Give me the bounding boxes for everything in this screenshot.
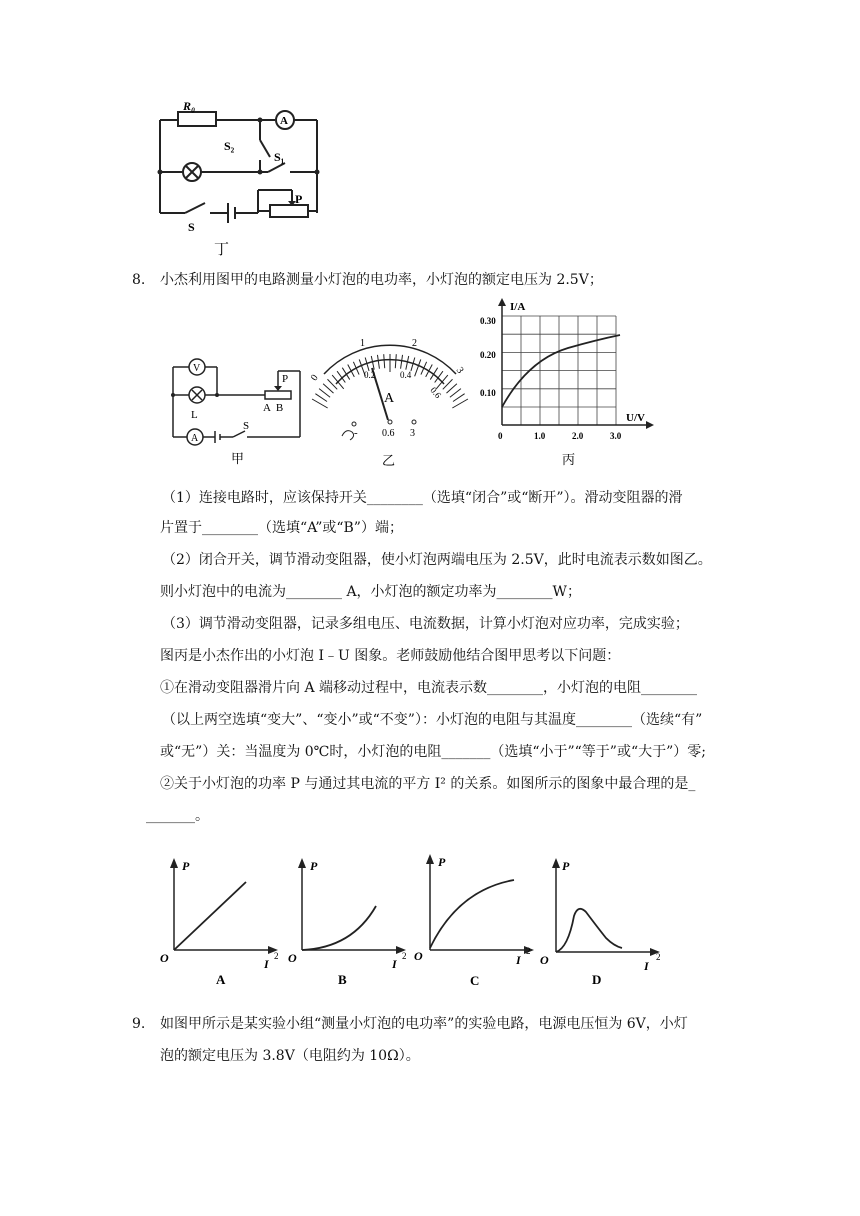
dial-tick <box>327 379 337 389</box>
dial-bottom-06: 0.6 <box>428 385 444 401</box>
dial-top-2: 2 <box>412 338 417 349</box>
graph-label: D <box>592 972 602 987</box>
ammeter-dial-yi <box>310 332 470 470</box>
label-ammeter-a: A <box>191 433 199 444</box>
dial-tick <box>323 384 333 393</box>
axis-i: I <box>516 953 521 967</box>
sub1-line-a: ①在滑动变阻器滑片向 A 端移动过程中，电流表示数________，小灯泡的电阻________ <box>160 680 698 696</box>
dial-tick <box>426 365 433 377</box>
dial-tick <box>453 394 465 402</box>
axis-i: I <box>644 959 649 973</box>
dial-tick <box>415 359 421 376</box>
figure-caption-ding: 丁 <box>214 242 230 258</box>
figure-caption-jia: 甲 <box>231 451 245 466</box>
graph-label: B <box>338 972 347 987</box>
axis-p: P <box>562 859 570 873</box>
label-r0: R₀ <box>183 99 196 113</box>
dial-top-0: 0 <box>308 372 321 384</box>
axis-i-top: P <box>438 855 446 869</box>
sub1-line-c: 或“无”）关：当温度为 0℃时，小灯泡的电阻_______（选填“小于”“等于”或“大于”）零; <box>160 744 706 760</box>
dial-tick <box>371 356 374 370</box>
label-s1: S₁ <box>274 150 285 164</box>
question-stem: 小杰利用图甲的电路测量小灯泡的电功率，小灯泡的额定电压为 2.5V； <box>160 272 603 288</box>
label-s2: S₂ <box>224 139 235 153</box>
pi2-graph-c <box>414 846 538 992</box>
question-line-1: 如图甲所示是某实验小组“测量小灯泡的电功率”的实验电路，电源电压恒为 6V，小灯 <box>160 1016 688 1032</box>
terminal-minus: - <box>354 427 358 439</box>
dial-top-3: 3 <box>453 365 466 376</box>
axis-sup: 2 <box>656 952 661 962</box>
xtick-3: 3.0 <box>610 431 622 441</box>
ytick-020: 0.20 <box>480 350 496 360</box>
ytick-010: 0.10 <box>480 388 496 398</box>
axis-p: P <box>310 859 318 873</box>
question-number: 9. <box>132 1016 146 1032</box>
dial-bottom-04: 0.4 <box>400 370 412 380</box>
circuit-diagram-jia <box>165 355 310 470</box>
dial-tick <box>395 354 396 368</box>
part1-line-a: （1）连接电路时，应该保持开关________（选填“闭合”或“断开”）。滑动变阻器的滑 <box>162 490 683 506</box>
figure-caption-bing: 丙 <box>562 452 576 467</box>
label-voltmeter-v: V <box>193 363 201 374</box>
dial-unit-a: A <box>384 391 395 406</box>
xtick-0: 0 <box>498 431 503 441</box>
sub2-line-a: ②关于小灯泡的功率 P 与通过其电流的平方 I² 的关系。如图所示的图象中最合理的是_ <box>160 776 696 792</box>
axis-p: P <box>182 859 190 873</box>
label-ab: A B <box>263 402 284 414</box>
origin-o: O <box>288 951 297 965</box>
dial-tick <box>430 368 437 380</box>
iu-graph-bing <box>478 300 658 470</box>
axis-sup: 2 <box>274 951 279 961</box>
dial-tick <box>315 394 327 402</box>
dial-tick <box>401 355 403 369</box>
label-lamp-l: L <box>191 409 198 421</box>
pi2-graph-d <box>540 856 666 992</box>
xtick-1: 1.0 <box>534 431 546 441</box>
question-number: 8. <box>132 272 146 288</box>
label-p: P <box>282 373 289 385</box>
xtick-2: 2.0 <box>572 431 584 441</box>
terminal-06: 0.6 <box>382 428 395 439</box>
pi2-graph-a <box>160 856 280 992</box>
dial-tick <box>421 362 427 375</box>
sub2-line-b: _______。 <box>146 808 209 824</box>
question-line-2: 泡的额定电压为 3.8V（电阻约为 10Ω）。 <box>160 1048 420 1064</box>
dial-tick <box>443 379 453 389</box>
ytick-030: 0.30 <box>480 316 496 326</box>
part1-line-b: 片置于________（选填“A”或“B”）端； <box>160 520 403 536</box>
pi2-graph-b <box>288 856 408 992</box>
axis-sup: 2 <box>526 946 531 956</box>
part2-line-b: 则小灯泡中的电流为________ A，小灯泡的额定功率为________W； <box>160 584 581 600</box>
dial-top-1: 1 <box>360 338 365 349</box>
label-s: S <box>188 220 195 234</box>
dial-tick <box>348 365 355 377</box>
graph-label: A <box>216 972 226 987</box>
label-ammeter-a: A <box>280 115 288 127</box>
dial-tick <box>342 368 349 380</box>
figure-caption-yi: 乙 <box>382 453 396 468</box>
part3-line-b: 图丙是小杰作出的小灯泡 I﹣U 图象。老师鼓励他结合图甲思考以下问题： <box>160 648 621 664</box>
label-p: P <box>295 192 303 206</box>
origin-o: O <box>160 951 169 965</box>
origin-o: O <box>540 953 549 967</box>
axis-i: I <box>264 957 269 971</box>
dial-tick <box>384 354 385 368</box>
axis-label-y: I/A <box>510 301 526 313</box>
sub1-line-b: （以上两空选填“变大”、“变小”或“不变”）：小灯泡的电阻与其温度________（选续“有” <box>162 712 703 728</box>
origin-o: O <box>414 949 423 963</box>
dial-tick <box>353 362 359 375</box>
dial-tick <box>406 356 409 370</box>
graph-label: C <box>470 973 480 988</box>
axis-i: I <box>392 957 397 971</box>
circuit-diagram-ding <box>150 99 330 260</box>
axis-label-x: U/V <box>626 412 645 424</box>
part2-line-a: （2）闭合开关，调节滑动变阻器，使小灯泡两端电压为 2.5V，此时电流表示数如图乙。 <box>162 552 712 568</box>
label-switch-s: S <box>243 420 250 432</box>
dial-tick <box>377 355 379 369</box>
dial-tick <box>450 389 461 398</box>
dial-bottom-02: 0.2 <box>364 370 376 380</box>
terminal-3: 3 <box>410 428 415 439</box>
dial-tick <box>446 384 456 393</box>
dial-tick <box>319 389 330 398</box>
part3-line-a: （3）调节滑动变阻器，记录多组电压、电流数据，计算小灯泡对应功率，完成实验； <box>162 616 689 632</box>
axis-sup: 2 <box>402 951 407 961</box>
